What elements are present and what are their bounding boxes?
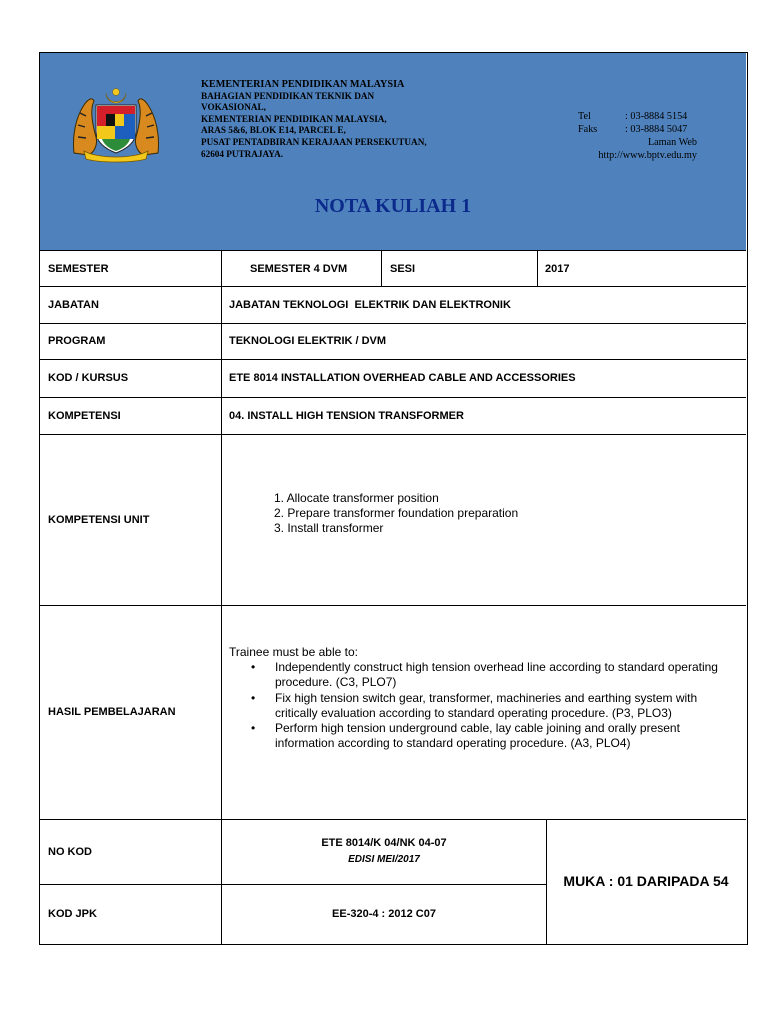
list-item: 2. Prepare transformer foundation preparation: [274, 505, 519, 520]
sesi-value: 2017: [545, 262, 570, 275]
kod-kursus-value: ETE 8014 INSTALLATION OVERHEAD CABLE AND ACCESSORIES: [229, 372, 576, 384]
web-label: Laman Web: [647, 137, 697, 148]
list-item: [229, 721, 741, 751]
list-item: 3. Install transformer: [274, 520, 384, 535]
no-kod-label: NO KOD: [48, 845, 92, 858]
ministry-line: 62604 PUTRAJAYA.: [201, 148, 284, 159]
learning-outcomes: [229, 645, 741, 751]
outcome-text: Independently construct high tension overhead line according to standard operating procedure. (C3, PLO7): [275, 660, 718, 690]
jabatan-value: JABATAN TEKNOLOGI ELEKTRIK DAN ELEKTRONIK: [229, 298, 511, 311]
tel-label: Tel: [578, 111, 591, 122]
ministry-line: BAHAGIAN PENDIDIKAN TEKNIK DAN: [201, 90, 375, 101]
kompetensi-unit-list: [274, 491, 518, 535]
tel-value: : 03-8884 5154: [625, 111, 688, 122]
page-count: MUKA : 01 DARIPADA 54: [563, 873, 729, 889]
kompetensi-unit-label: KOMPETENSI UNIT: [48, 513, 150, 526]
bullet-icon: •: [251, 721, 256, 736]
kod-kursus-label: KOD / KURSUS: [48, 372, 129, 384]
list-item: [229, 660, 741, 690]
kod-jpk-value: EE-320-4 : 2012 C07: [332, 908, 436, 920]
hasil-pembelajaran-label: HASIL PEMBELAJARAN: [48, 706, 176, 718]
semester-label: SEMESTER: [48, 262, 109, 275]
contact-info: [578, 110, 700, 162]
ministry-line: KEMENTERIAN PENDIDIKAN MALAYSIA: [201, 79, 405, 90]
kompetensi-label: KOMPETENSI: [48, 409, 121, 422]
ministry-line: KEMENTERIAN PENDIDIKAN MALAYSIA,: [201, 113, 387, 124]
ministry-line: ARAS 5&6, BLOK E14, PARCEL E,: [201, 125, 346, 136]
kompetensi-value: 04. INSTALL HIGH TENSION TRANSFORMER: [229, 409, 464, 422]
list-item: 1. Allocate transformer position: [274, 491, 439, 505]
bullet-icon: •: [251, 690, 256, 705]
malaysia-coat-of-arms-icon: [70, 83, 162, 163]
column-divider: [537, 251, 538, 286]
list-item: [229, 691, 741, 721]
header-banner: [40, 53, 746, 251]
program-value: TEKNOLOGI ELEKTRIK / DVM: [229, 335, 387, 347]
lecture-note-cover: [39, 52, 748, 945]
edisi-value: EDISI MEI/2017: [348, 853, 420, 865]
kod-jpk-label: KOD JPK: [48, 908, 97, 920]
no-kod-value: ETE 8014/K 04/NK 04-07: [321, 837, 447, 849]
outcome-text: Perform high tension underground cable, lay cable joining and orally present information according to standard operating procedure. (A3, PLO4): [275, 721, 680, 751]
fax-label: Faks: [578, 124, 598, 135]
sesi-label: SESI: [390, 262, 416, 275]
semester-value: SEMESTER 4 DVM: [250, 262, 348, 275]
jabatan-label: JABATAN: [48, 298, 99, 311]
fax-value: : 03-8884 5047: [625, 124, 688, 135]
ministry-line: VOKASIONAL,: [201, 102, 266, 113]
outcome-text: Fix high tension switch gear, transformer, machineries and earthing system with critically evaluation according to standard operating procedure. (P3, PLO3): [275, 690, 698, 720]
bullet-icon: •: [251, 660, 256, 675]
program-label: PROGRAM: [48, 335, 106, 347]
page-title: NOTA KULIAH 1: [314, 195, 472, 217]
column-divider: [381, 251, 382, 286]
ministry-line: PUSAT PENTADBIRAN KERAJAAN PERSEKUTUAN,: [201, 136, 427, 147]
web-link[interactable]: http://www.bptv.edu.my: [598, 150, 697, 161]
outcomes-intro: Trainee must be able to:: [229, 645, 358, 659]
outcomes-list: [229, 660, 741, 751]
ministry-address: [201, 79, 481, 160]
